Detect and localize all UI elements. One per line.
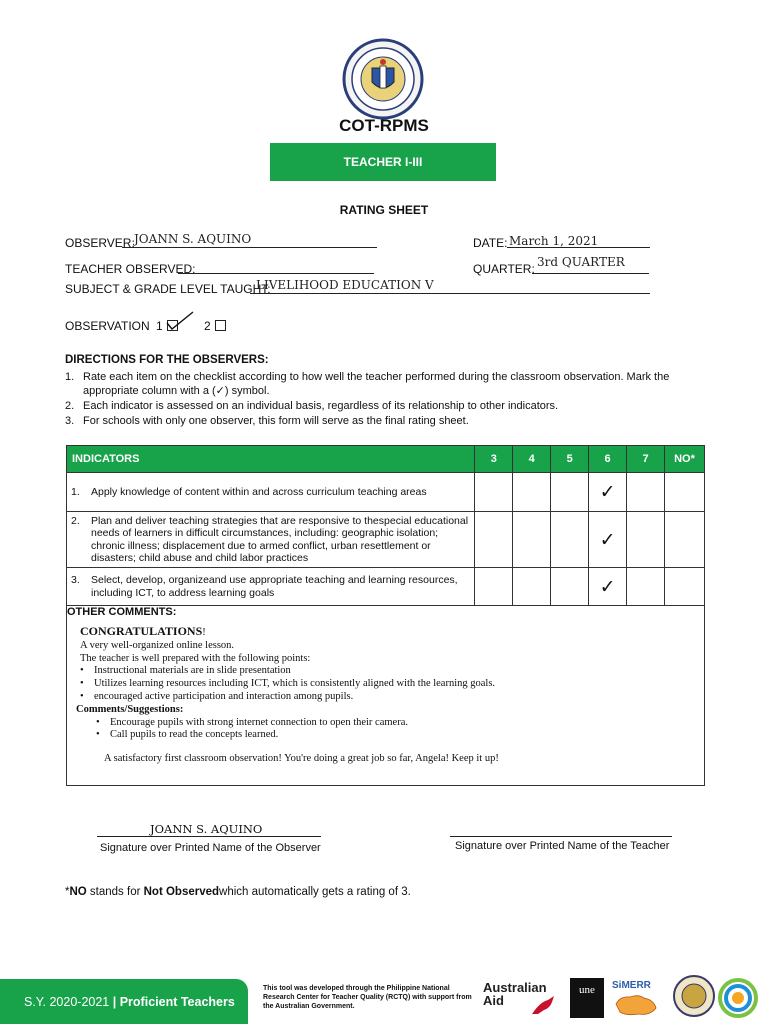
indicator-cell <box>67 512 475 568</box>
direction-item <box>65 370 675 398</box>
indicator-cell <box>67 568 475 606</box>
directions-title: DIRECTIONS FOR THE OBSERVERS: <box>65 354 269 366</box>
checkmark-icon <box>164 309 196 333</box>
other-comments-box[interactable] <box>66 605 705 786</box>
rating-cell[interactable] <box>551 568 589 606</box>
not-observed-note <box>65 886 411 898</box>
comments-headline: CONGRATULATIONS <box>80 624 203 638</box>
rating-cell[interactable] <box>513 568 551 606</box>
rating-cell[interactable] <box>664 473 704 512</box>
rating-cell-checked[interactable]: ✓ <box>589 473 627 512</box>
school-year: S.Y. 2020-2021 <box>24 994 110 1009</box>
observation-row <box>65 319 150 333</box>
comment-point-text: encouraged active participation and interaction among pupils. <box>94 690 354 702</box>
header-rating-3: 3 <box>475 446 513 473</box>
note-asterisk: * <box>65 886 70 898</box>
rating-cell-checked[interactable]: ✓ <box>589 512 627 568</box>
swirl-logo <box>716 976 760 1020</box>
header-rating-7: 7 <box>627 446 665 473</box>
observer-label: OBSERVER: <box>65 236 135 250</box>
table-row <box>67 512 705 568</box>
rating-cell[interactable] <box>475 568 513 606</box>
footer-separator: | <box>109 994 120 1009</box>
indicator-text: Select, develop, organizeand use appropriate teaching and learning resources, including ICT, to address learning goals <box>91 574 458 599</box>
rating-cell[interactable] <box>513 512 551 568</box>
comments-line-2: The teacher is well prepared with the following points: <box>80 652 311 664</box>
observation-2-checkbox[interactable] <box>215 320 226 331</box>
observation-label: OBSERVATION <box>65 319 150 333</box>
comments-line-1: A very well-organized online lesson. <box>80 639 235 651</box>
direction-number: 2. <box>65 400 75 412</box>
comment-point-text: Instructional materials are in slide presentation <box>94 665 291 677</box>
observer-signature-name: JOANN S. AQUINO <box>150 822 263 836</box>
suggestion-item: • Call pupils to read the concepts learned. <box>96 729 279 741</box>
indicator-number: 2. <box>71 514 80 527</box>
teacher-signature-line[interactable] <box>450 836 672 837</box>
header-rating-4: 4 <box>513 446 551 473</box>
comments-closing: A satisfactory first classroom observation! You're doing a great job so far, Angela! Keep it up! <box>104 753 499 765</box>
suggestion-item: • Encourage pupils with strong internet connection to open their camera. <box>96 716 408 728</box>
direction-number: 3. <box>65 415 75 427</box>
observer-value[interactable]: JOANN S. AQUINO <box>134 232 252 246</box>
rating-cell[interactable] <box>664 512 704 568</box>
indicator-number: 1. <box>71 485 80 498</box>
rating-cell[interactable] <box>513 473 551 512</box>
comments-headline-mark: ! <box>202 627 206 638</box>
table-header-row <box>67 446 705 473</box>
quarter-value[interactable]: 3rd QUARTER <box>537 255 625 269</box>
rating-sheet-title: RATING SHEET <box>339 203 429 217</box>
note-no: NO <box>69 886 87 898</box>
indicator-cell <box>67 473 475 512</box>
footer-school-year-bar <box>0 979 248 1024</box>
suggestion-text: Encourage pupils with strong internet connection to open their camera. <box>110 716 408 728</box>
indicator-text: Apply knowledge of content within and across curriculum teaching areas <box>91 485 427 498</box>
comment-point: • encouraged active participation and interaction among pupils. <box>80 690 354 702</box>
direction-item <box>65 399 675 413</box>
direction-text: Each indicator is assessed on an individual basis, regardless of its relationship to other indicators. <box>83 400 559 412</box>
rating-cell[interactable] <box>664 568 704 606</box>
header-rating-6: 6 <box>589 446 627 473</box>
direction-text: For schools with only one observer, this form will serve as the final rating sheet. <box>83 415 469 427</box>
date-label: DATE: <box>473 236 508 250</box>
header-not-observed: NO* <box>664 446 704 473</box>
teacher-observed-label: TEACHER OBSERVED: <box>65 262 196 276</box>
comment-point: • Instructional materials are in slide presentation <box>80 665 291 677</box>
header-indicators: INDICATORS <box>67 446 475 473</box>
form-title: COT-RPMS <box>339 116 429 135</box>
teacher-level-banner: TEACHER I-III <box>270 143 496 181</box>
suggestion-text: Call pupils to read the concepts learned. <box>110 729 279 741</box>
teacher-observed-line[interactable] <box>178 273 374 274</box>
date-value[interactable]: March 1, 2021 <box>509 234 599 248</box>
subject-line <box>250 293 650 294</box>
note-suffix: which automatically gets a rating of 3. <box>219 886 411 898</box>
indicators-table <box>66 445 705 606</box>
indicator-text: Plan and deliver teaching strategies that are responsive to thespecial educational needs of learners in difficult circumstances, including: geographic isolation; chronic illness; displacement due to armed conflict, urban resettlement or disasters; child abuse and child labor practices <box>91 514 469 564</box>
comment-point-text: Utilizes learning resources including ICT, which is consistently aligned with the learning goals. <box>94 678 496 690</box>
rating-cell[interactable] <box>627 473 665 512</box>
observer-line <box>122 247 377 248</box>
australia-map-icon <box>612 992 660 1018</box>
kangaroo-icon <box>530 994 558 1016</box>
indicator-number: 3. <box>71 574 80 586</box>
rating-cell[interactable] <box>475 473 513 512</box>
observer-signature-line[interactable] <box>97 836 321 837</box>
table-row <box>67 473 705 512</box>
subject-label: SUBJECT & GRADE LEVEL TAUGHT: <box>65 282 271 296</box>
rating-cell-checked[interactable]: ✓ <box>589 568 627 606</box>
aid-line-2: Aid <box>483 993 504 1008</box>
subject-value[interactable]: LIVELIHOOD EDUCATION V <box>256 278 434 292</box>
observer-signature-label: Signature over Printed Name of the Observer <box>100 842 321 854</box>
quarter-label: QUARTER: <box>473 262 535 276</box>
comments-body <box>76 624 690 766</box>
aid-line-1: Australian <box>483 980 547 995</box>
quarter-line <box>532 273 649 274</box>
direction-text: Rate each item on the checklist according to how well the teacher performed during the classroom observation. Mark the appropriate column with a (✓) symbol. <box>83 371 670 397</box>
direction-number: 1. <box>65 371 75 383</box>
rating-cell[interactable] <box>551 473 589 512</box>
observation-1-label: 1 <box>156 319 163 333</box>
rating-cell[interactable] <box>551 512 589 568</box>
une-logo: une <box>570 978 604 1018</box>
rctq-seal-logo <box>672 974 716 1018</box>
rating-cell[interactable] <box>627 568 665 606</box>
rating-cell[interactable] <box>475 512 513 568</box>
other-comments-title: OTHER COMMENTS: <box>67 606 177 618</box>
deped-seal-logo <box>342 38 424 120</box>
footer-credit-note: This tool was developed through the Philippine National Research Center for Teacher Quality (RCTQ) with support from the Australian Government. <box>263 985 472 1010</box>
header-rating-5: 5 <box>551 446 589 473</box>
simerr-logo: SiMERR <box>612 980 651 991</box>
rating-cell[interactable] <box>627 512 665 568</box>
direction-item <box>65 414 675 428</box>
suggestions-title: Comments/Suggestions: <box>76 703 184 715</box>
proficient-teachers: Proficient Teachers <box>119 994 235 1009</box>
note-not-observed: Not Observed <box>143 886 220 898</box>
note-mid: stands for <box>86 886 144 898</box>
table-row <box>67 568 705 606</box>
directions-list <box>65 370 675 429</box>
comment-point: • Utilizes learning resources including ICT, which is consistently aligned with the learning goals. <box>80 678 496 690</box>
teacher-signature-label: Signature over Printed Name of the Teacher <box>455 840 670 852</box>
observation-2-label: 2 <box>204 319 211 333</box>
